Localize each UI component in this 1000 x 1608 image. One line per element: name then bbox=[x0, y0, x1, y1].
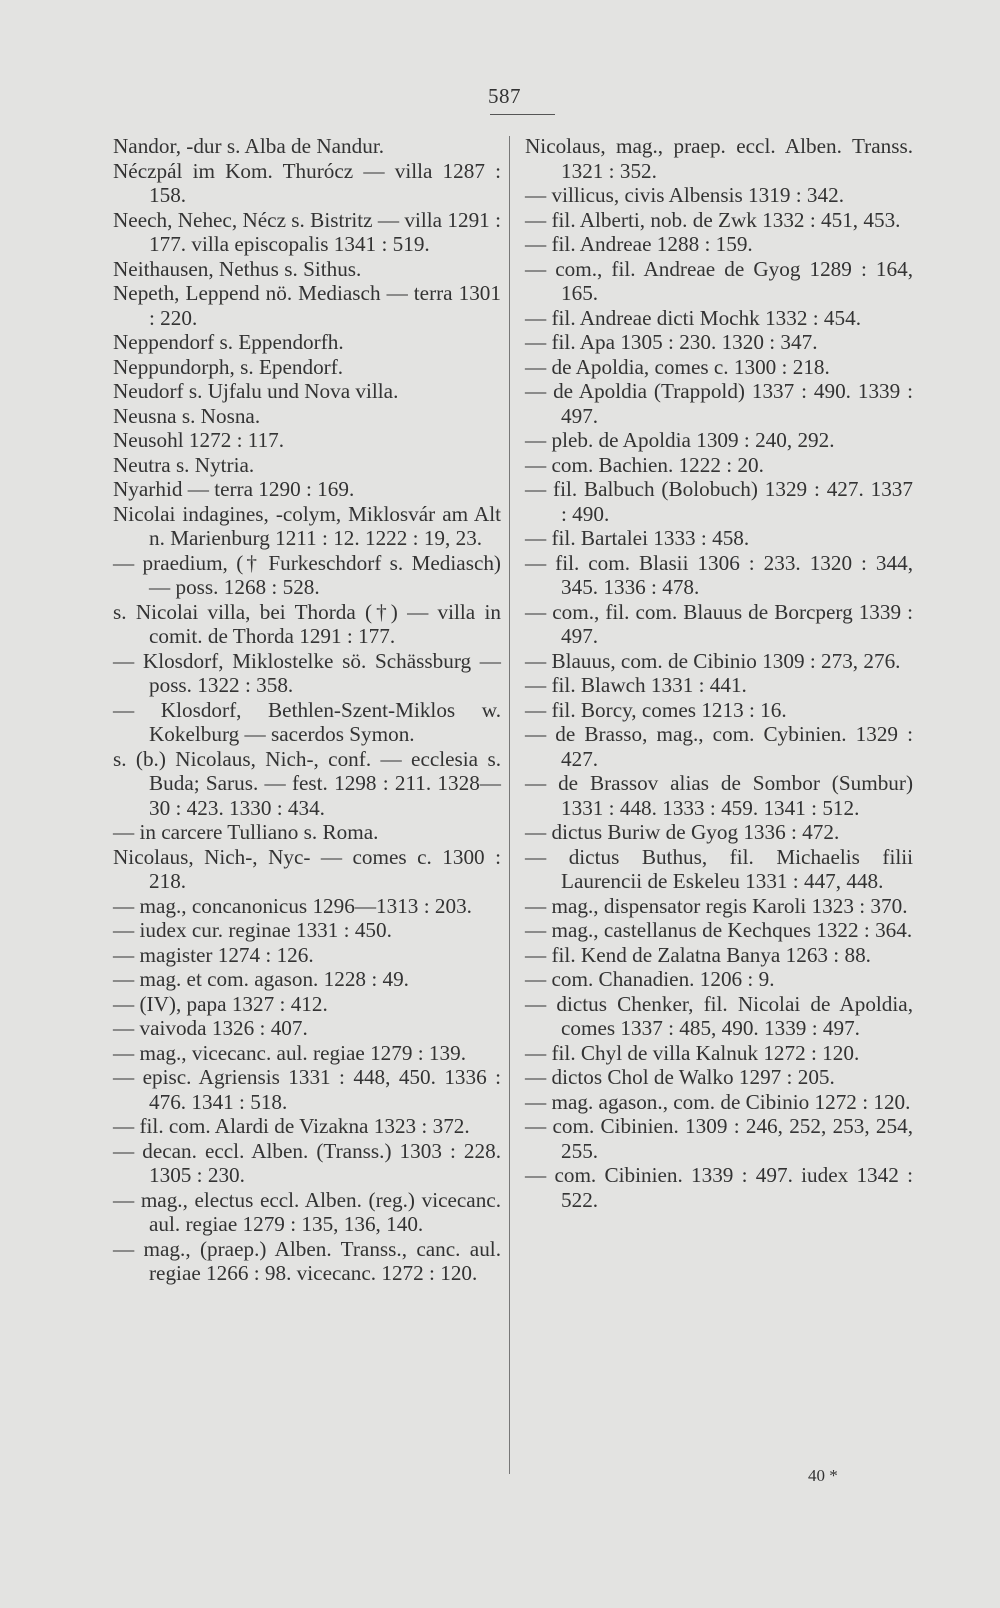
index-entry: — fil. Andreae dicti Mochk 1332 : 454. bbox=[525, 305, 861, 330]
column-divider bbox=[509, 136, 510, 1474]
index-entry: — episc. Agriensis 1331 : 448, 450. 1336 : 476. 1341 : 518. bbox=[113, 1065, 501, 1114]
index-entry: — fil. Chyl de villa Kalnuk 1272 : 120. bbox=[525, 1040, 860, 1065]
index-entry: Nicolaus, mag., praep. eccl. Alben. Transs. 1321 : 352. bbox=[525, 134, 913, 183]
index-entry: — fil. Balbuch (Bolobuch) 1329 : 427. 1337 : 490. bbox=[525, 477, 913, 526]
index-entry: Nandor, -dur s. Alba de Nandur. bbox=[113, 134, 384, 158]
index-entry: — dictus Chenker, fil. Nicolai de Apoldia, comes 1337 : 485, 490. 1339 : 497. bbox=[525, 991, 913, 1040]
index-entry: Neech, Nehec, Nécz s. Bistritz — villa 1291 : 177. villa episcopalis 1341 : 519. bbox=[113, 207, 501, 256]
index-entry: — pleb. de Apoldia 1309 : 240, 292. bbox=[525, 428, 835, 452]
index-entry: — mag., electus eccl. Alben. (reg.) vicecanc. aul. regiae 1279 : 135, 136, 140. bbox=[113, 1187, 501, 1236]
index-entry: — dictus Buthus, fil. Michaelis filii Laurencii de Eskeleu 1331 : 447, 448. bbox=[525, 844, 913, 893]
index-entry: Neutra s. Nytria. bbox=[113, 452, 255, 477]
index-entry: — fil. com. Blasii 1306 : 233. 1320 : 344, 345. 1336 : 478. bbox=[525, 550, 913, 599]
index-entry: — mag., vicecanc. aul. regiae 1279 : 139. bbox=[113, 1040, 466, 1065]
index-entry: — fil. Apa 1305 : 230. 1320 : 347. bbox=[525, 330, 818, 354]
index-entry: — com., fil. Andreae de Gyog 1289 : 164, 165. bbox=[525, 256, 913, 305]
index-entry: — de Brasso, mag., com. Cybinien. 1329 : 427. bbox=[525, 722, 913, 771]
index-entry: — vaivoda 1326 : 407. bbox=[113, 1016, 308, 1040]
index-entry: — com., fil. com. Blauus de Borcperg 1339 : 497. bbox=[525, 599, 913, 648]
index-entry: — decan. eccl. Alben. (Transs.) 1303 : 228. 1305 : 230. bbox=[113, 1138, 501, 1187]
index-entry: — fil. Blawch 1331 : 441. bbox=[525, 673, 747, 697]
index-entry: — com. Cibinien. 1339 : 497. iudex 1342 : 522. bbox=[525, 1163, 913, 1212]
page-number: 587 bbox=[488, 84, 521, 108]
index-entry: — com. Chanadien. 1206 : 9. bbox=[525, 967, 775, 991]
index-entry: — fil. com. Alardi de Vizakna 1323 : 372. bbox=[113, 1114, 470, 1138]
index-entry: Nepeth, Leppend nö. Mediasch — terra 1301 : 220. bbox=[113, 281, 501, 330]
index-entry: — praedium, († Furkeschdorf s. Mediasch) — poss. 1268 : 528. bbox=[113, 550, 501, 599]
index-entry: Nyarhid — terra 1290 : 169. bbox=[113, 477, 355, 501]
index-entry: — de Apoldia (Trappold) 1337 : 490. 1339 : 497. bbox=[525, 379, 913, 428]
index-entry: Neppundorph, s. Ependorf. bbox=[113, 354, 344, 379]
index-entry: Neppendorf s. Eppendorfh. bbox=[113, 330, 344, 354]
index-entry: s. Nicolai villa, bei Thorda (†) — villa in comit. de Thorda 1291 : 177. bbox=[113, 599, 501, 648]
index-entry: Neithausen, Nethus s. Sithus. bbox=[113, 256, 362, 281]
signature-mark: 40 * bbox=[808, 1466, 838, 1485]
index-entry: Nicolai indagines, -colym, Miklosvár am Alt n. Marienburg 1211 : 12. 1222 : 19, 23. bbox=[113, 501, 501, 550]
index-entry: — mag. et com. agason. 1228 : 49. bbox=[113, 967, 409, 991]
index-entry: — Klosdorf, Miklostelke sö. Schässburg — poss. 1322 : 358. bbox=[113, 648, 501, 697]
index-entry: — com. Bachien. 1222 : 20. bbox=[525, 452, 764, 477]
index-entry: — fil. Andreae 1288 : 159. bbox=[525, 232, 753, 256]
index-entry: — fil. Alberti, nob. de Zwk 1332 : 451, 453. bbox=[525, 207, 901, 232]
index-entry: — villicus, civis Albensis 1319 : 342. bbox=[525, 183, 844, 207]
index-entry: — (IV), papa 1327 : 412. bbox=[113, 991, 328, 1016]
index-entry: — iudex cur. reginae 1331 : 450. bbox=[113, 918, 392, 942]
index-entry: — mag., (praep.) Alben. Transs., canc. aul. regiae 1266 : 98. vicecanc. 1272 : 120. bbox=[113, 1236, 501, 1285]
index-entry: — de Apoldia, comes c. 1300 : 218. bbox=[525, 354, 830, 379]
index-entry: — fil. Bartalei 1333 : 458. bbox=[525, 526, 750, 550]
index-entry: — dictos Chol de Walko 1297 : 205. bbox=[525, 1065, 835, 1089]
index-entry: — Klosdorf, Bethlen-Szent-Miklos w. Kokelburg — sacerdos Symon. bbox=[113, 697, 501, 746]
index-entry: — magister 1274 : 126. bbox=[113, 942, 314, 967]
index-entry: s. (b.) Nicolaus, Nich-, conf. — ecclesia s. Buda; Sarus. — fest. 1298 : 211. 1328—30 : 423. 1330 : 434. bbox=[113, 746, 501, 820]
index-entry: — mag. agason., com. de Cibinio 1272 : 120. bbox=[525, 1089, 911, 1114]
index-entry: Neudorf s. Ujfalu und Nova villa. bbox=[113, 379, 399, 403]
right-column bbox=[525, 134, 913, 1212]
index-entry: — in carcere Tulliano s. Roma. bbox=[113, 820, 379, 844]
left-column bbox=[113, 134, 501, 1286]
index-entry: Neusna s. Nosna. bbox=[113, 403, 261, 428]
index-entry: — de Brassov alias de Sombor (Sumbur) 1331 : 448. 1333 : 459. 1341 : 512. bbox=[525, 771, 913, 820]
index-entry: Néczpál im Kom. Thurócz — villa 1287 : 158. bbox=[113, 158, 501, 207]
index-entry: — mag., concanonicus 1296—1313 : 203. bbox=[113, 893, 472, 918]
index-entry: Nicolaus, Nich-, Nyc- — comes c. 1300 : 218. bbox=[113, 844, 501, 893]
index-entry: — dictus Buriw de Gyog 1336 : 472. bbox=[525, 820, 840, 844]
header-rule bbox=[490, 114, 555, 115]
index-entry: — mag., castellanus de Kechques 1322 : 364. bbox=[525, 918, 913, 942]
index-entry: — fil. Borcy, comes 1213 : 16. bbox=[525, 697, 787, 722]
index-entry: — fil. Kend de Zalatna Banya 1263 : 88. bbox=[525, 942, 871, 967]
index-entry: Neusohl 1272 : 117. bbox=[113, 428, 285, 452]
index-entry: — Blauus, com. de Cibinio 1309 : 273, 276. bbox=[525, 648, 901, 673]
index-entry: — mag., dispensator regis Karoli 1323 : 370. bbox=[525, 893, 908, 918]
index-entry: — com. Cibinien. 1309 : 246, 252, 253, 254, 255. bbox=[525, 1114, 913, 1163]
